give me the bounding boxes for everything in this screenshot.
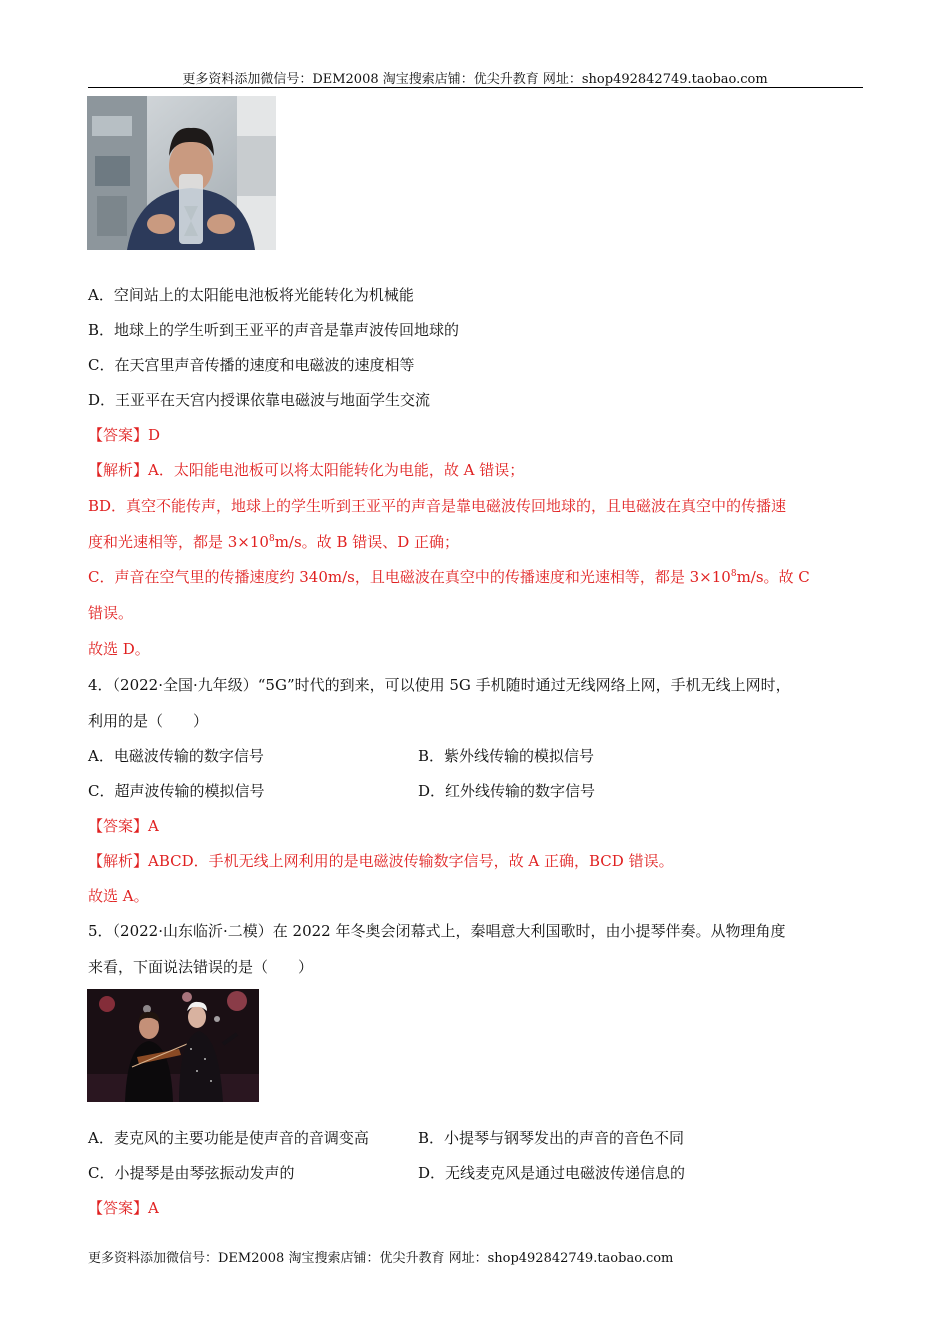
header-rule [88,87,863,88]
ceremony-photo [87,989,259,1102]
q5-answer: 【答案】A [88,1199,159,1217]
q5-option-c: C．小提琴是由琴弦振动发声的 [88,1164,295,1182]
q4-analysis: 【解析】ABCD．手机无线上网利用的是电磁波传输数字信号，故 A 正确，BCD 错误。 [88,852,674,870]
page-footer: 更多资料添加微信号：DEM2008 淘宝搜索店铺：优尖升教育 网址：shop492842749.taobao.com [88,1251,674,1266]
q5-stem-line-1: 5．（2022·山东临沂·二模）在 2022 年冬奥会闭幕式上，秦唱意大利国歌时，由小提琴伴奏。从物理角度 [88,922,786,940]
q3-answer: 【答案】D [88,426,161,444]
q4-stem-line-2: 利用的是（ ） [88,712,209,730]
q4-answer: 【答案】A [88,817,159,835]
q3-option-c: C．在天宫里声音传播的速度和电磁波的速度相等 [88,356,415,374]
q3-option-b: B．地球上的学生听到王亚平的声音是靠声波传回地球的 [88,321,460,339]
q4-option-d: D．红外线传输的数字信号 [418,782,596,800]
space-station-photo [87,96,276,250]
q5-option-b: B．小提琴与钢琴发出的声音的音色不同 [418,1129,685,1147]
q3-analysis-line-2: BD．真空不能传声，地球上的学生听到王亚平的声音是靠电磁波传回地球的，且电磁波在真空中的传播速 [88,497,787,515]
q4-stem-line-1: 4．（2022·全国·九年级）“5G”时代的到来，可以使用 5G 手机随时通过无线网络上网，手机无线上网时， [88,676,791,694]
q5-option-d: D．无线麦克风是通过电磁波传递信息的 [418,1164,686,1182]
q4-option-a: A．电磁波传输的数字信号 [88,747,264,765]
q4-option-c: C．超声波传输的模拟信号 [88,782,265,800]
q5-option-a: A．麦克风的主要功能是使声音的音调变高 [88,1129,369,1147]
q3-analysis-line-3: 度和光速相等，都是 $3\times 10^8m/s$。故 B 错误、D 正确； [88,533,460,551]
q5-stem-line-2: 来看，下面说法错误的是（ ） [88,958,314,976]
q3-conclusion: 故选 D。 [88,640,150,658]
q4-option-b: B．紫外线传输的模拟信号 [418,747,595,765]
q3-analysis-line-4: C．声音在空气里的传播速度约 340m/s，且电磁波在真空中的传播速度和光速相等，都是 $3\times 10^8m/s$。故 C [88,568,810,586]
q3-analysis-line-1: 【解析】A．太阳能电池板可以将太阳能转化为电能，故 A 错误； [88,461,525,479]
q3-option-a: A．空间站上的太阳能电池板将光能转化为机械能 [88,286,414,304]
q4-conclusion: 故选 A。 [88,887,149,905]
q3-option-d: D．王亚平在天宫内授课依靠电磁波与地面学生交流 [88,391,431,409]
page-header: 更多资料添加微信号：DEM2008 淘宝搜索店铺：优尖升教育 网址：shop492842749.taobao.com [182,72,768,87]
q3-analysis-line-5: 错误。 [88,604,134,622]
